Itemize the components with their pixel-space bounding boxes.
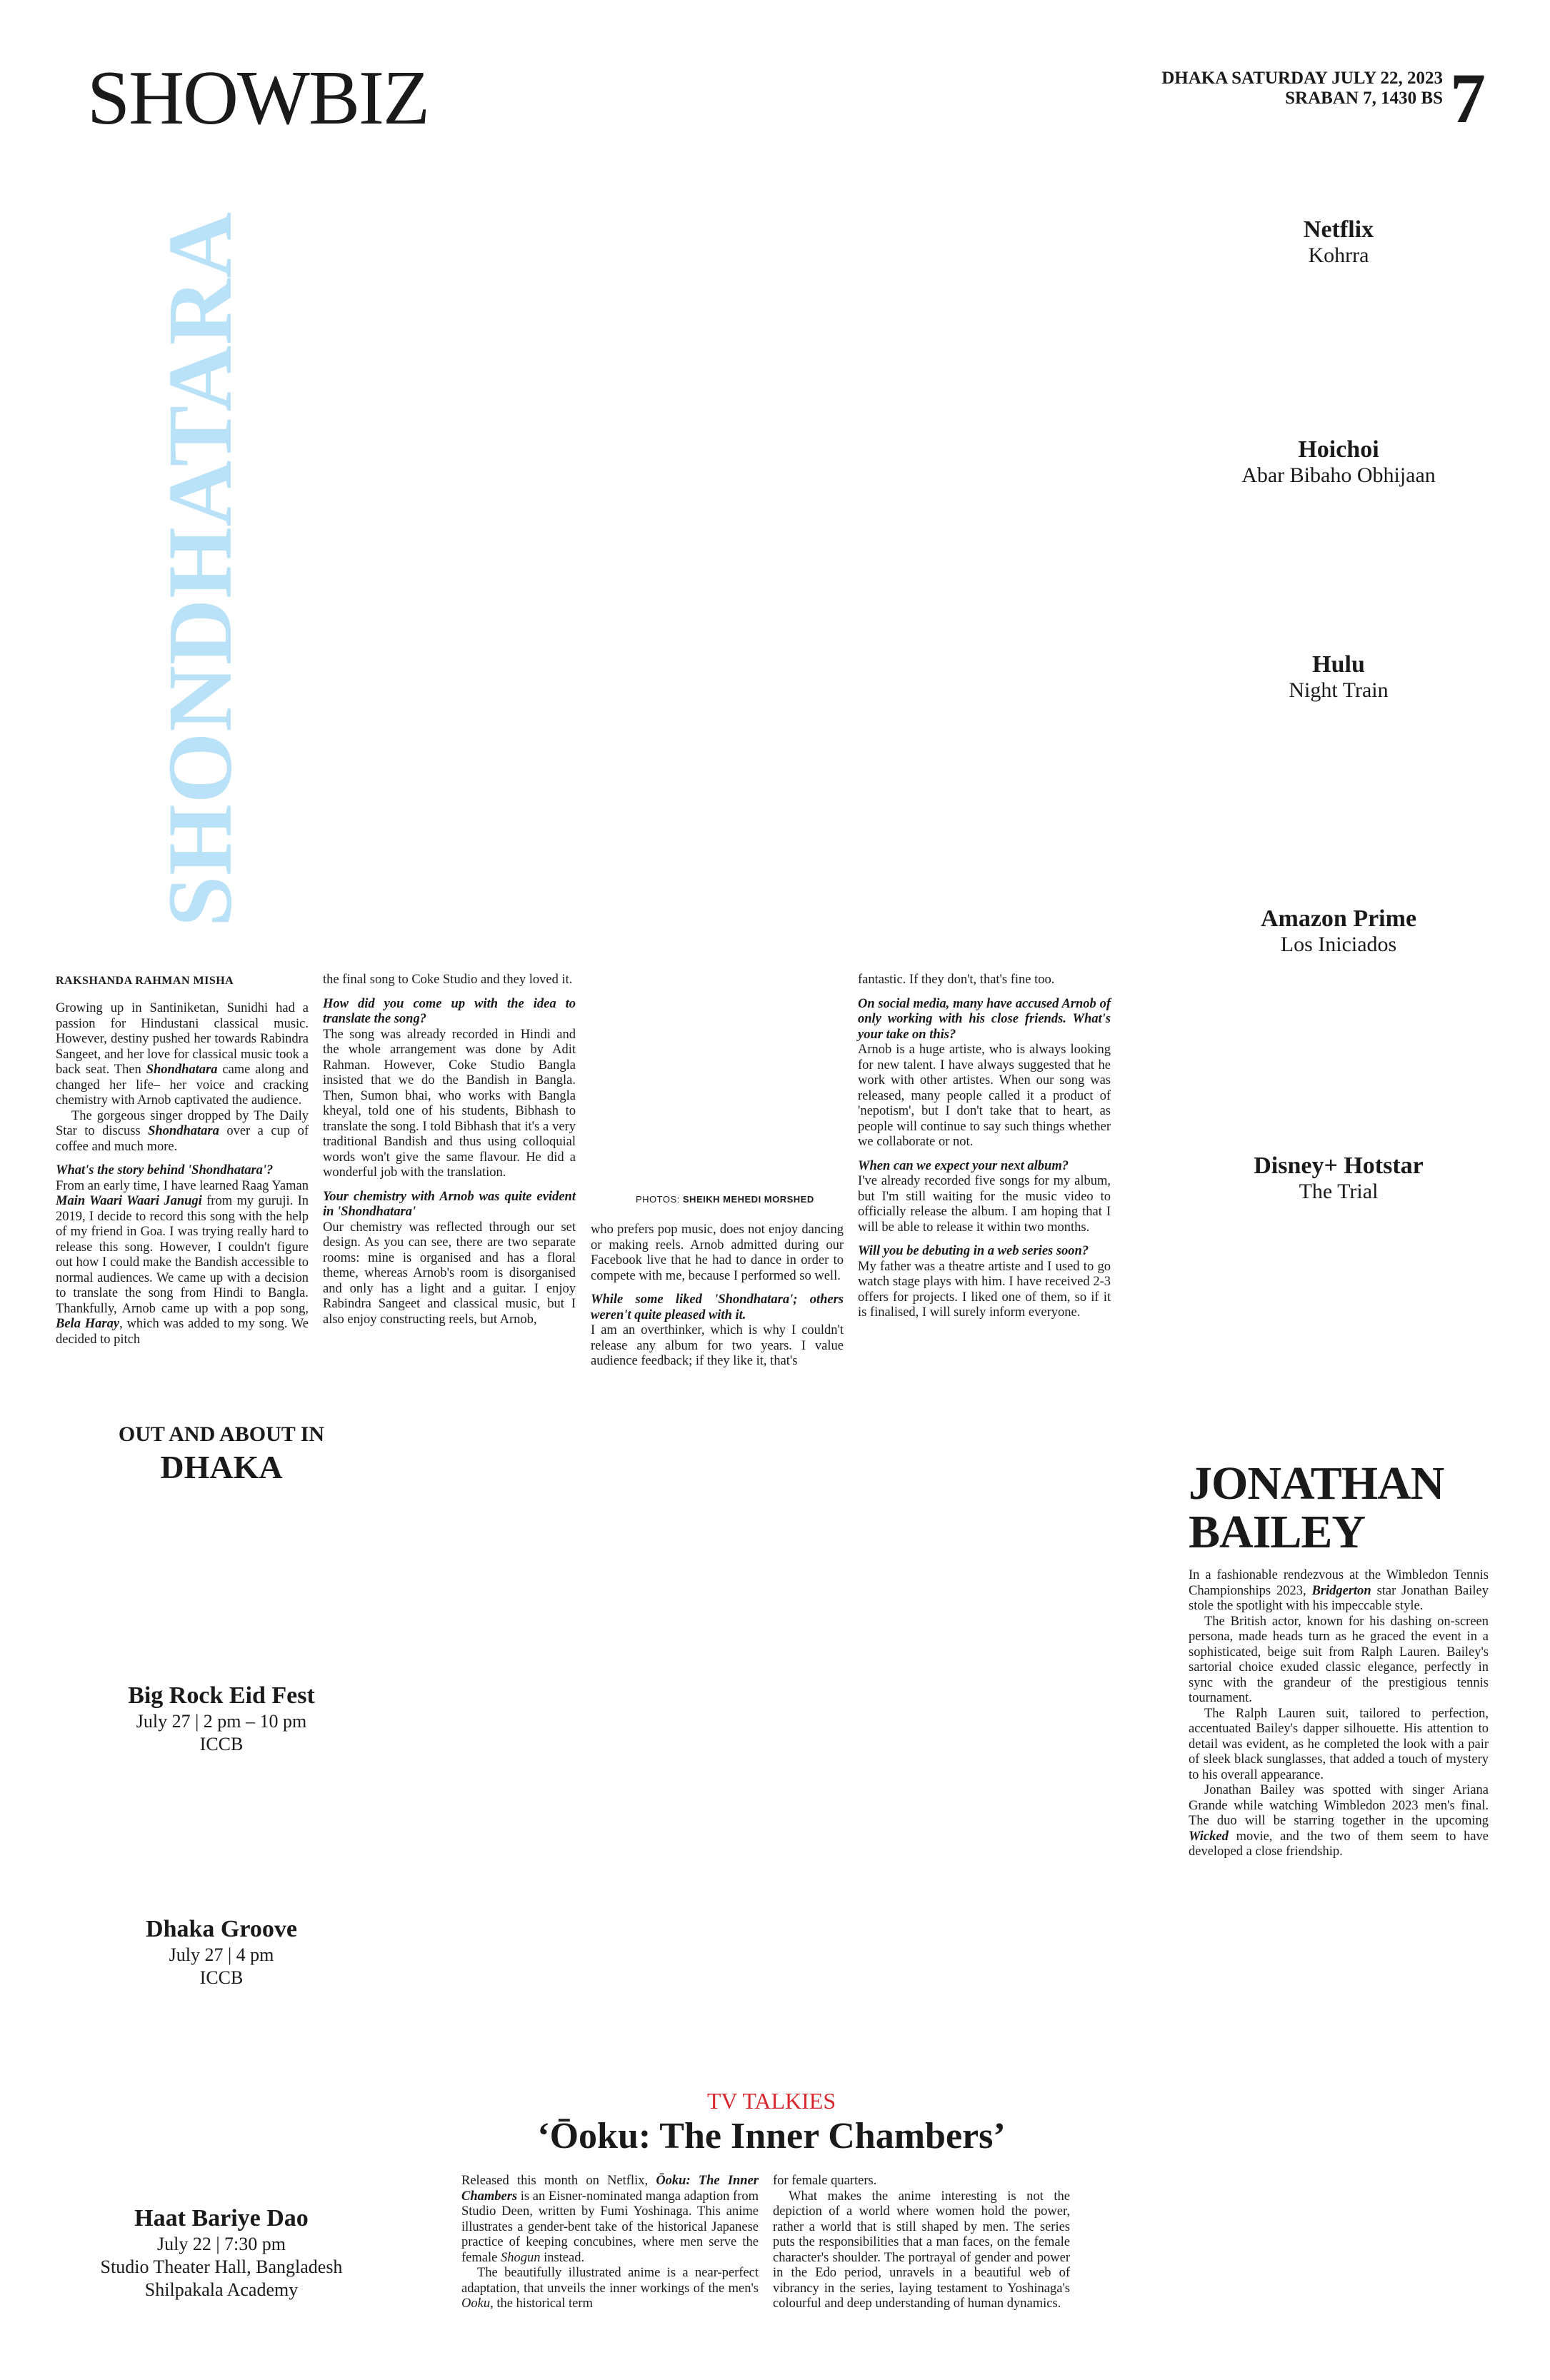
tv-talkies-column-2 [773, 2174, 1070, 2312]
event-item [79, 2204, 364, 2301]
streaming-show: Abar Bibaho Obhijaan [1241, 463, 1436, 487]
article-text: , which was added to my song. We decided to pitch [56, 1317, 309, 1347]
event-item [79, 1915, 364, 1989]
article-italic: Shogun [500, 2250, 541, 2265]
article-text: The British actor, known for his dashing on-screen persona, made heads turn as he graced the event in a sophisticated, beige suit from Ralph Lauren. Bailey's sartorial choice exuded classic elegance, perfectly in sync with the grandeur of the prestigious tennis tournament. [1189, 1614, 1489, 1705]
photo-credit-label: PHOTOS: [636, 1194, 683, 1205]
article-text: Arnob is a huge artiste, who is always looking for new talent. I have always suggested that he work with other artistes. When our song was released, many people called it a product of 'nepotism', but I don't take that to heart, as people will continue to say such things whether we collaborate or not. [858, 1043, 1111, 1149]
article-column-3 [591, 1222, 844, 1370]
photo-credit [636, 1194, 814, 1205]
event-item [79, 1682, 364, 1756]
dateline [1161, 69, 1443, 109]
streaming-show: Los Iniciados [1280, 933, 1397, 956]
event-venue: ICCB [199, 1967, 244, 1988]
article-text: instead. [544, 2250, 585, 2265]
article-emphasis: Wicked [1189, 1829, 1229, 1844]
article-text: The beautifully illustrated anime is a near-perfect adaptation, that unveils the inner workings of the men's [461, 2266, 759, 2296]
article-text: Released this month on Netflix, [461, 2174, 649, 2188]
streaming-show: The Trial [1299, 1180, 1379, 1203]
event-name: Dhaka Groove [146, 1916, 297, 1942]
interview-question: What's the story behind 'Shondhatara'? [56, 1163, 274, 1178]
streaming-platform: Netflix [1303, 216, 1374, 243]
article-text: from my guruji. In 2019, I decide to record this song with the help of my friend in Goa. I was trying really hard to release this song. However, I couldn't figure out how I could make the Bandish accessible to normal audiences. We came up with a decision to translate the song from Hindi to Bangla. Thankfully, Arnob came up with a pop song, [56, 1194, 309, 1316]
interview-question: Will you be debuting in a web series soon? [858, 1244, 1089, 1258]
events-heading: OUT AND ABOUT IN [118, 1422, 325, 1446]
streaming-platform: Hulu [1312, 651, 1365, 678]
article-text: is an Eisner-nominated manga adaption from Studio Deen, written by Fumi Yoshinaga. This anime illustrates a gender-bent take of the historical Japanese practice of keeping concubines, where men serve the female [461, 2189, 759, 2265]
interview-question: On social media, many have accused Arnob of only working with his close friends. What's your take on this? [858, 996, 1111, 1042]
streaming-platform: Hoichoi [1298, 436, 1379, 463]
tv-talkies-column-1 [461, 2174, 759, 2312]
article-text: I am an overthinker, which is why I couldn't release any album for two years. I value audience feedback; if they like it, that's [591, 1323, 844, 1368]
article-emphasis: Bridgerton [1311, 1583, 1371, 1598]
streaming-item [1181, 436, 1496, 488]
article-text: I've already recorded five songs for my album, but I'm still waiting for the music video to officially release the album. I am hoping that I will be able to release it within two months. [858, 1174, 1111, 1235]
headline-line-2: BAILEY [1189, 1506, 1366, 1558]
event-venue-line-2: Shilpakala Academy [144, 2279, 299, 2300]
article-emphasis: Main Waari Waari Janugi [56, 1194, 202, 1208]
article-text: who prefers pop music, does not enjoy dancing or making reels. Arnob admitted during our Facebook live that he had to dance in order to compete with me, because I performed so well. [591, 1222, 844, 1283]
page-number: 7 [1450, 59, 1486, 138]
article-emphasis: Shondhatara [146, 1063, 218, 1077]
article-column-4 [858, 973, 1111, 1321]
interview-question: While some liked 'Shondhatara'; others weren't quite pleased with it. [591, 1292, 844, 1322]
photo-credit-name: SHEIKH MEHEDI MORSHED [682, 1194, 814, 1205]
article-text: Growing up in Santiniketan, Sunidhi had a passion for Hindustani classical music. However, destiny pushed her towards Rabindra Sangeet, and her love for classical music took a back seat. Then [56, 1001, 309, 1077]
streaming-item [1181, 651, 1496, 703]
article-emphasis: Bela Haray [56, 1317, 120, 1331]
event-date: July 27 | 2 pm – 10 pm [136, 1711, 307, 1732]
article-text: movie, and the two of them seem to have developed a close friendship. [1189, 1829, 1489, 1859]
feature-headline-text: SHONDHATARA [149, 211, 251, 927]
interview-question: When can we expect your next album? [858, 1158, 1069, 1173]
article-text: What makes the anime interesting is not the depiction of a world where women hold the power, rather a world that is still shaped by men. The series puts the responsibilities that a man faces, on the female character's shoulder. The portrayal of gender and power in the Edo period, unravels in a beautiful web of vibrancy in the series, laying testament to Yoshinaga's colourful and deep understanding of human dynamics. [773, 2189, 1070, 2311]
article-text: The song was already recorded in Hindi and the whole arrangement was done by Adit Rahman. However, Coke Studio Bangla insisted that we do the Bandish in Bangla. Then, Sumon bhai, who works with Bangla kheyal, told one of his students, Bibhash to translate the song. I told Bibhash that it's a very traditional Bandish and thus using colloquial words won't give the same flavour. He did a wonderful job with the translation. [323, 1027, 576, 1180]
tv-talkies-kicker: TV TALKIES [706, 2088, 836, 2114]
event-venue: Studio Theater Hall, Bangladesh [100, 2256, 343, 2277]
event-venue: ICCB [199, 1734, 244, 1754]
article-text: fantastic. If they don't, that's fine too. [858, 973, 1055, 987]
article-text: Jonathan Bailey was spotted with singer Ariana Grande while watching Wimbledon 2023 men's final. The duo will be starring together in the upcoming [1189, 1783, 1489, 1828]
byline: RAKSHANDA RAHMAN MISHA [56, 975, 234, 987]
streaming-platform: Amazon Prime [1260, 905, 1417, 932]
article-italic: Ooku [461, 2296, 491, 2311]
headline-line-1: JONATHAN [1189, 1457, 1444, 1510]
article-text: From an early time, I have learned Raag Yaman [56, 1178, 309, 1193]
jonathan-bailey-article [1189, 1568, 1489, 1860]
article-text: over a cup of coffee and much more. [56, 1124, 309, 1154]
events-heading-city: DHAKA [160, 1449, 283, 1485]
article-text: Our chemistry was reflected through our set design. As you can see, there are two separate rooms: mine is organised and has a floral theme, whereas Arnob's room is disorganised and only has a light and a guitar. I enjoy Rabindra Sangeet and classical music, but I also enjoy constructing reels, but Arnob, [323, 1220, 576, 1327]
article-text: the final song to Coke Studio and they loved it. [323, 973, 573, 987]
feature-vertical-headline [149, 211, 251, 927]
article-text: In a fashionable rendezvous at the Wimbledon Tennis Championships 2023, [1189, 1568, 1489, 1598]
streaming-platform: Disney+ Hotstar [1254, 1153, 1424, 1179]
article-text: , the historical term [490, 2296, 593, 2311]
dateline-date: DHAKA SATURDAY JULY 22, 2023 [1161, 69, 1443, 88]
article-text: star Jonathan Bailey stole the spotlight with his impeccable style. [1189, 1583, 1489, 1613]
interview-question: How did you come up with the idea to translate the song? [323, 996, 576, 1026]
dateline-bangla-date: SRABAN 7, 1430 BS [1285, 89, 1443, 108]
streaming-show: Kohrra [1308, 243, 1369, 267]
article-text: for female quarters. [773, 2174, 877, 2188]
article-column-2 [323, 973, 576, 1327]
article-text: came along and changed her life– her voice and cracking chemistry with Arnob captivated the audience. [56, 1063, 309, 1108]
section-title: SHOWBIZ [87, 56, 429, 141]
article-text: The gorgeous singer dropped by The Daily Star to discuss [56, 1108, 309, 1138]
tv-talkies-headline: ‘Ōoku: The Inner Chambers’ [537, 2116, 1006, 2156]
event-date: July 22 | 7:30 pm [157, 2234, 286, 2254]
streaming-item [1181, 905, 1496, 957]
event-date: July 27 | 4 pm [169, 1944, 274, 1965]
event-name: Haat Bariye Dao [134, 2205, 309, 2231]
article-text: The Ralph Lauren suit, tailored to perfection, accentuated Bailey's dapper silhouette. His attention to detail was evident, as he completed the look with a pair of sleek black sunglasses, that added a touch of mystery to his overall appearance. [1189, 1706, 1489, 1782]
jonathan-bailey-headline [1189, 1457, 1474, 1558]
streaming-show: Night Train [1289, 678, 1389, 702]
article-emphasis: Shondhatara [148, 1124, 219, 1138]
streaming-item [1181, 1153, 1496, 1204]
article-column-1 [56, 1001, 309, 1347]
interview-question: Your chemistry with Arnob was quite evident in 'Shondhatara' [323, 1189, 576, 1219]
event-name: Big Rock Eid Fest [128, 1682, 315, 1709]
streaming-item [1181, 216, 1496, 268]
article-text: My father was a theatre artiste and I used to go watch stage plays with him. I have received 2-3 offers for projects. I liked one of them, so if it is finalised, I will surely inform everyone. [858, 1259, 1111, 1320]
article-emphasis: Ōoku: The Inner Chambers [461, 2174, 759, 2204]
